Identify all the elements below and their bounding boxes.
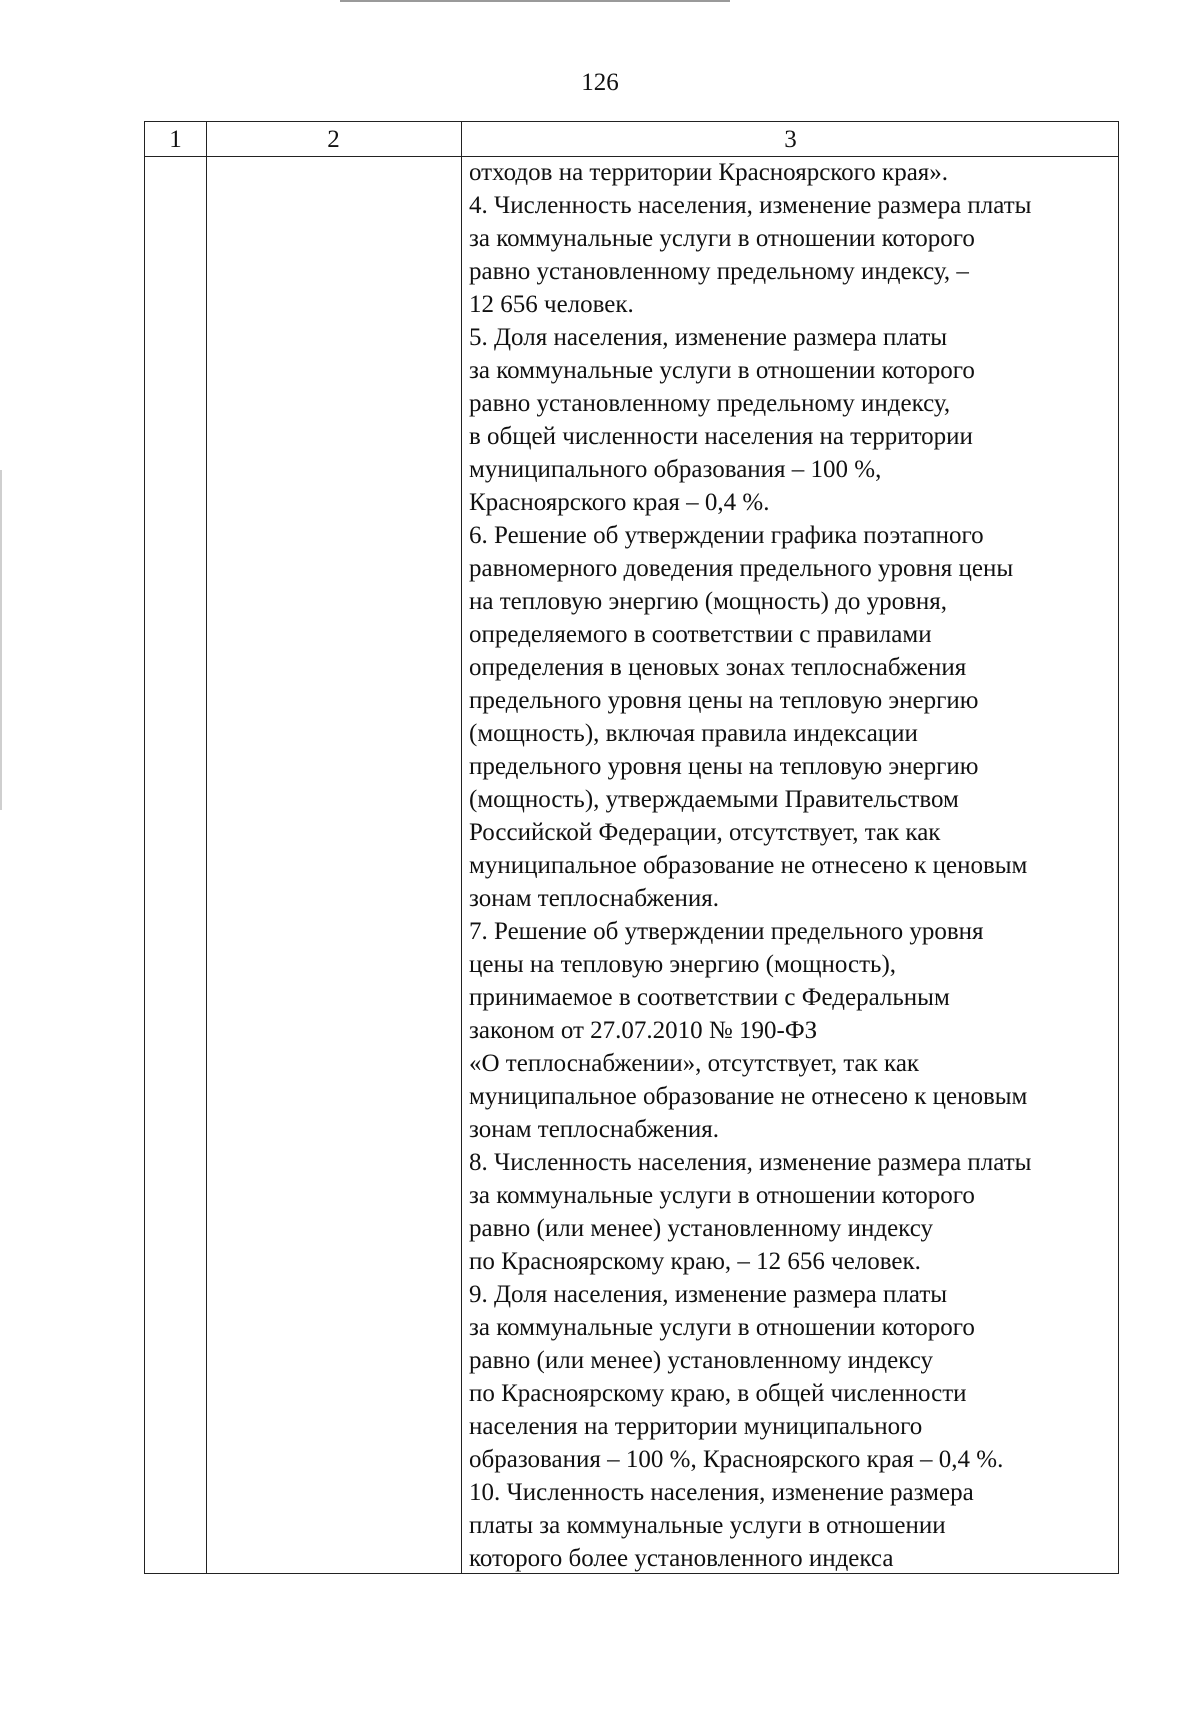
- text-line: зонам теплоснабжения.: [469, 885, 719, 912]
- text-line: за коммунальные услуги в отношении которого: [469, 1314, 975, 1341]
- text-line: муниципальное образование не отнесено к ценовым: [469, 1083, 1028, 1110]
- text-line: предельного уровня цены на тепловую энергию: [469, 687, 979, 714]
- text-line: 12 656 человек.: [469, 291, 634, 318]
- text-line: 8. Численность населения, изменение размера платы: [469, 1149, 1032, 1176]
- text-line: за коммунальные услуги в отношении которого: [469, 225, 975, 252]
- text-line: Российской Федерации, отсутствует, так как: [469, 819, 941, 846]
- text-line: цены на тепловую энергию (мощность),: [469, 951, 897, 978]
- text-line: равно (или менее) установленному индексу: [469, 1215, 933, 1242]
- text-line: за коммунальные услуги в отношении которого: [469, 1182, 975, 1209]
- text-line: равномерного доведения предельного уровня цены: [469, 555, 1014, 582]
- text-line: 10. Численность населения, изменение размера: [469, 1479, 974, 1506]
- text-line: по Красноярскому краю, – 12 656 человек.: [469, 1248, 921, 1275]
- page-number: 126: [581, 69, 619, 96]
- text-line: муниципального образования – 100 %,: [469, 456, 882, 483]
- text-line: зонам теплоснабжения.: [469, 1116, 719, 1143]
- text-line: «О теплоснабжении», отсутствует, так как: [469, 1050, 920, 1077]
- text-line: за коммунальные услуги в отношении которого: [469, 357, 975, 384]
- document-table: [144, 121, 1119, 1574]
- text-line: (мощность), утверждаемыми Правительством: [469, 786, 959, 813]
- text-line: отходов на территории Красноярского края».: [469, 159, 949, 186]
- text-line: законом от 27.07.2010 № 190-ФЗ: [469, 1017, 818, 1044]
- text-line: предельного уровня цены на тепловую энергию: [469, 753, 979, 780]
- text-line: платы за коммунальные услуги в отношении: [469, 1512, 946, 1539]
- column-3-text: [469, 156, 1114, 1575]
- text-line: определяемого в соответствии с правилами: [469, 621, 932, 648]
- column-divider-1: [206, 122, 207, 1573]
- text-line: Красноярского края – 0,4 %.: [469, 489, 770, 516]
- scan-artifact-top: [340, 0, 730, 2]
- text-line: равно установленному предельному индексу, –: [469, 258, 969, 285]
- text-line: 6. Решение об утверждении графика поэтапного: [469, 522, 984, 549]
- scan-artifact-left: [0, 470, 2, 810]
- text-line: образования – 100 %, Красноярского края – 0,4 %.: [469, 1446, 1004, 1473]
- text-line: населения на территории муниципального: [469, 1413, 923, 1440]
- text-line: (мощность), включая правила индексации: [469, 720, 918, 747]
- text-line: по Красноярскому краю, в общей численности: [469, 1380, 967, 1407]
- text-line: муниципальное образование не отнесено к ценовым: [469, 852, 1028, 879]
- header-cell-2: 2: [327, 126, 340, 153]
- text-line: 5. Доля населения, изменение размера платы: [469, 324, 948, 351]
- text-line: которого более установленного индекса: [469, 1545, 894, 1572]
- text-line: 7. Решение об утверждении предельного уровня: [469, 918, 984, 945]
- header-cell-1: 1: [169, 126, 182, 153]
- text-line: на тепловую энергию (мощность) до уровня,: [469, 588, 948, 615]
- text-line: 4. Численность населения, изменение размера платы: [469, 192, 1032, 219]
- column-divider-2: [461, 122, 462, 1573]
- text-line: в общей численности населения на территории: [469, 423, 973, 450]
- header-cell-3: 3: [784, 126, 797, 153]
- text-line: определения в ценовых зонах теплоснабжения: [469, 654, 967, 681]
- text-line: принимаемое в соответствии с Федеральным: [469, 984, 950, 1011]
- text-line: 9. Доля населения, изменение размера платы: [469, 1281, 948, 1308]
- text-line: равно установленному предельному индексу,: [469, 390, 951, 417]
- text-line: равно (или менее) установленному индексу: [469, 1347, 933, 1374]
